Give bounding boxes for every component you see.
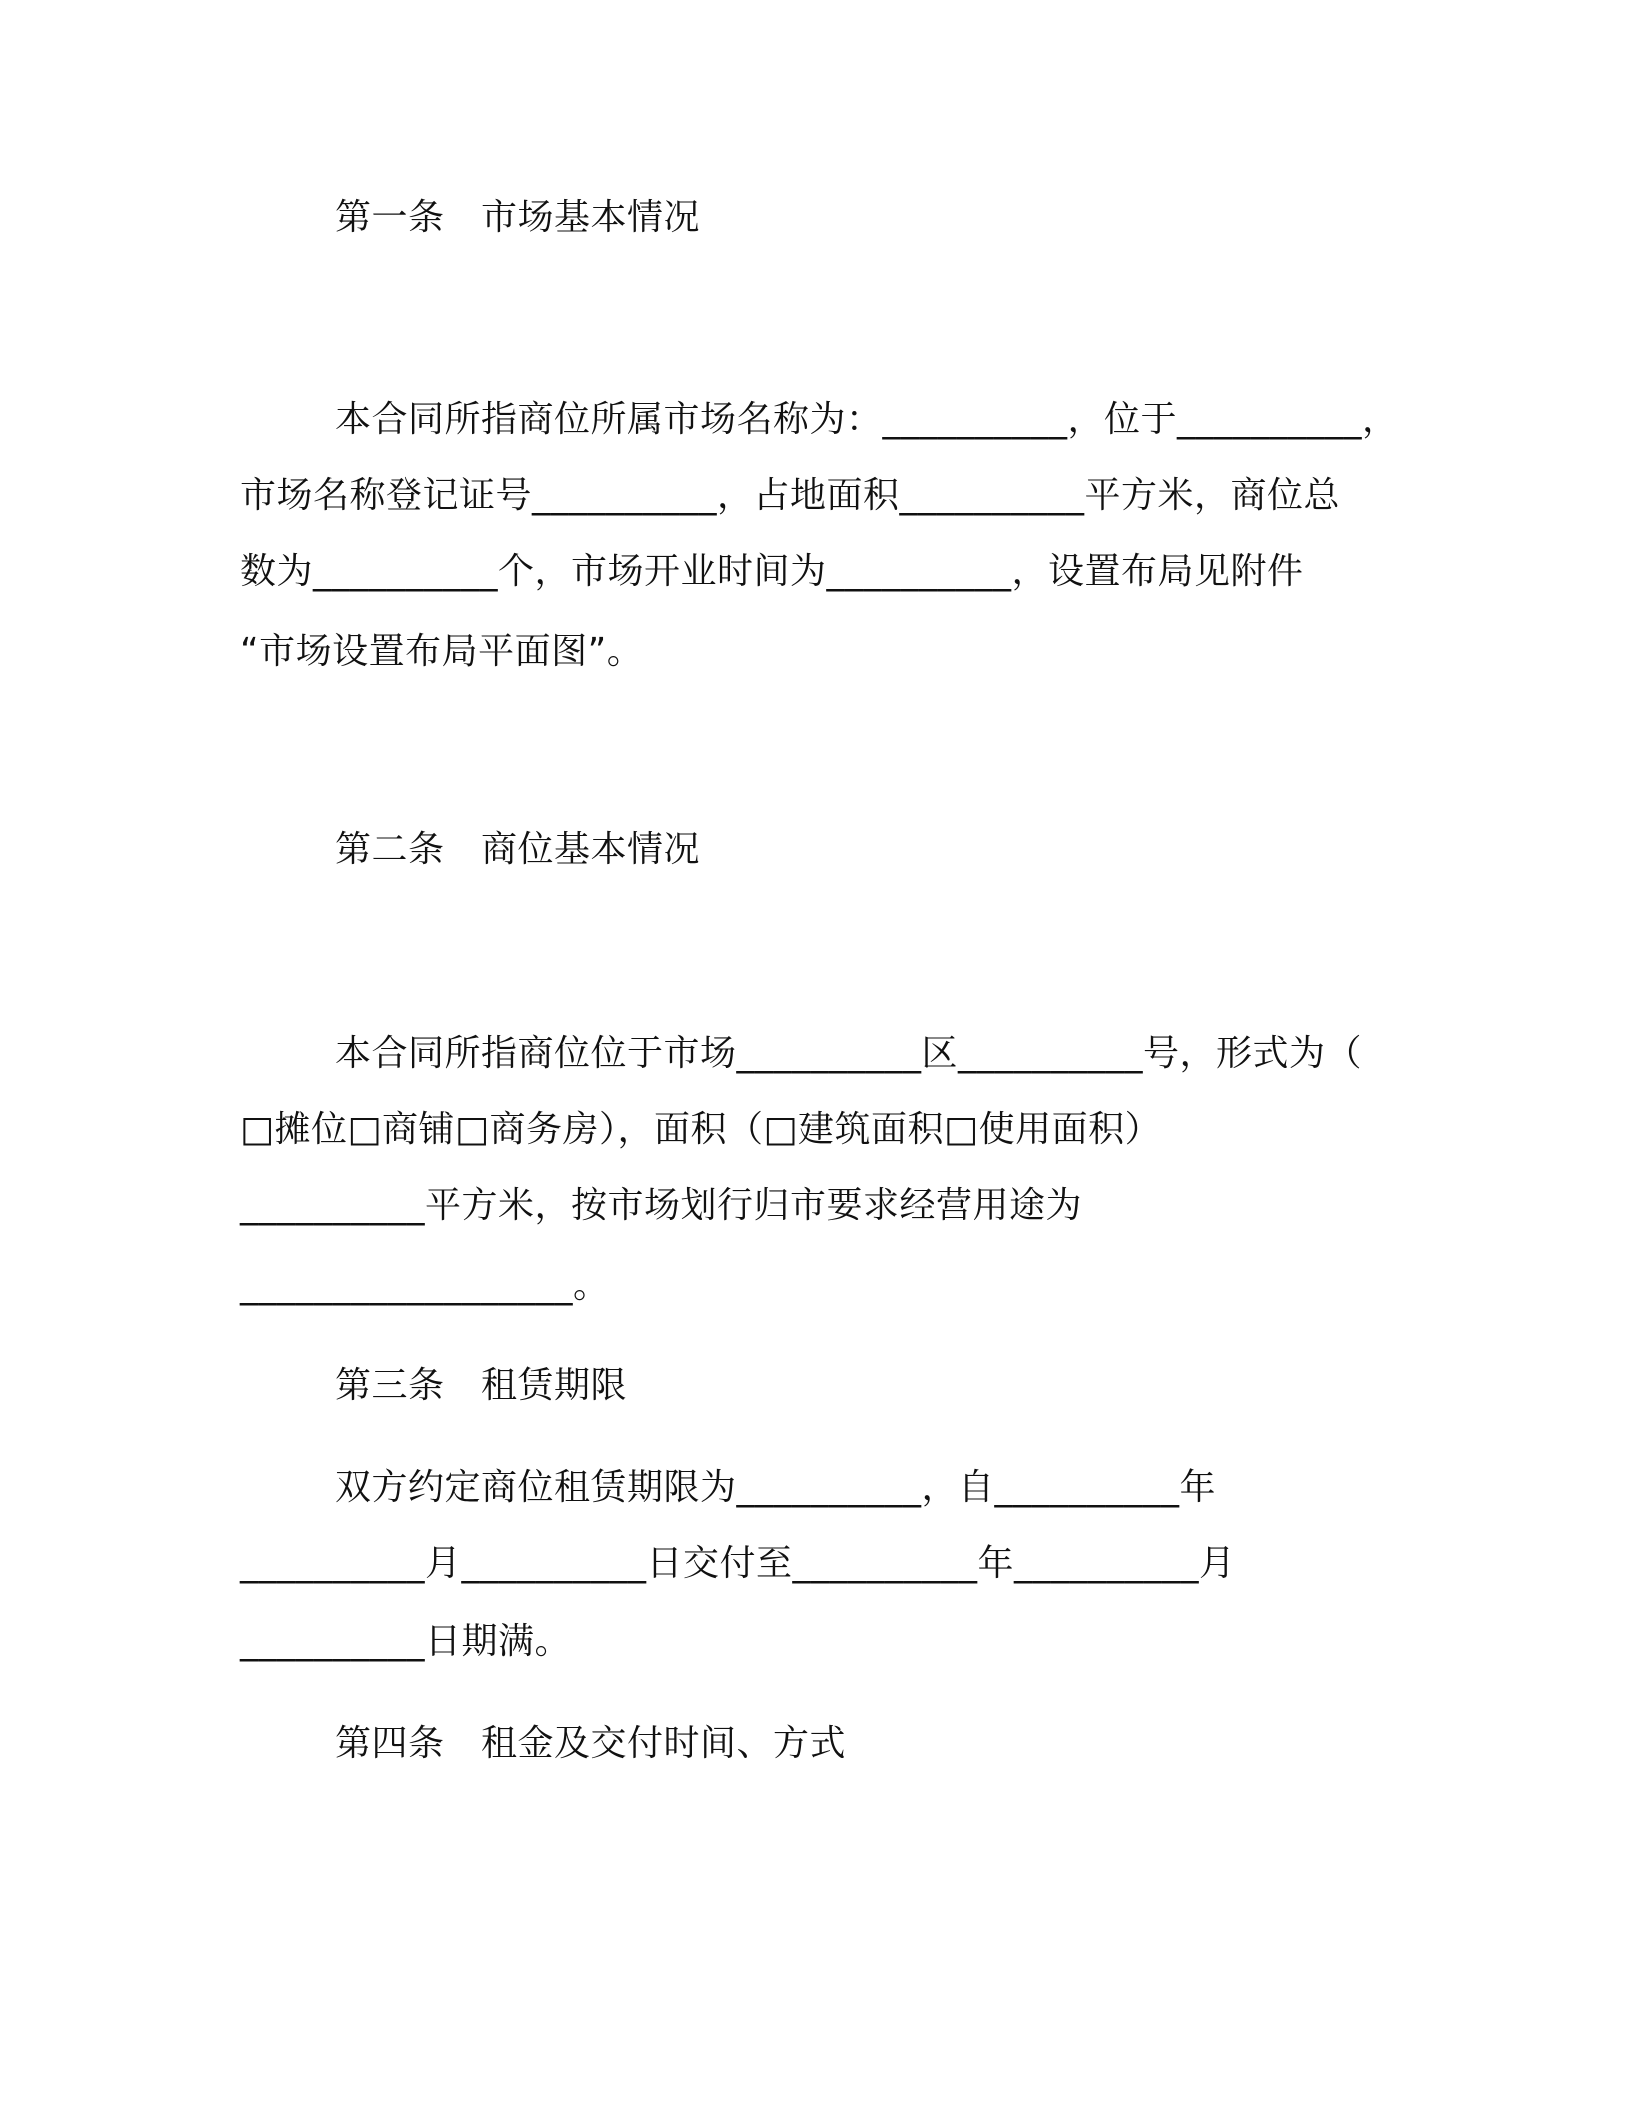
article-3-line-2: __________月__________日交付至__________年__________月 [240, 1543, 1236, 1584]
article-1-line-3: 数为__________个，市场开业时间为__________，设置布局见附件 [240, 551, 1304, 592]
article-1-line-4: “市场设置布局平面图”。 [240, 631, 644, 672]
article-2-line-4: __________________。 [240, 1265, 610, 1306]
article-1-line-1: 本合同所指商位所属市场名称为：__________，位于__________， [335, 399, 1399, 440]
article-2-line-3: __________平方米，按市场划行归市要求经营用途为 [240, 1185, 1083, 1226]
article-4-heading: 第四条 租金及交付时间、方式 [335, 1723, 847, 1764]
article-2-line-2: □摊位□商铺□商务房），面积（□建筑面积□使用面积） [240, 1109, 1162, 1150]
article-3-line-1: 双方约定商位租赁期限为__________，自__________年 [335, 1467, 1217, 1508]
article-1-line-2: 市场名称登记证号__________，占地面积__________平方米，商位总 [240, 475, 1341, 516]
article-2-line-1: 本合同所指商位位于市场__________区__________号，形式为（ [335, 1033, 1363, 1074]
article-1-heading: 第一条 市场基本情况 [335, 197, 701, 238]
article-3-line-3: __________日期满。 [240, 1621, 572, 1662]
article-3-heading: 第三条 租赁期限 [335, 1365, 628, 1406]
article-2-heading: 第二条 商位基本情况 [335, 829, 701, 870]
